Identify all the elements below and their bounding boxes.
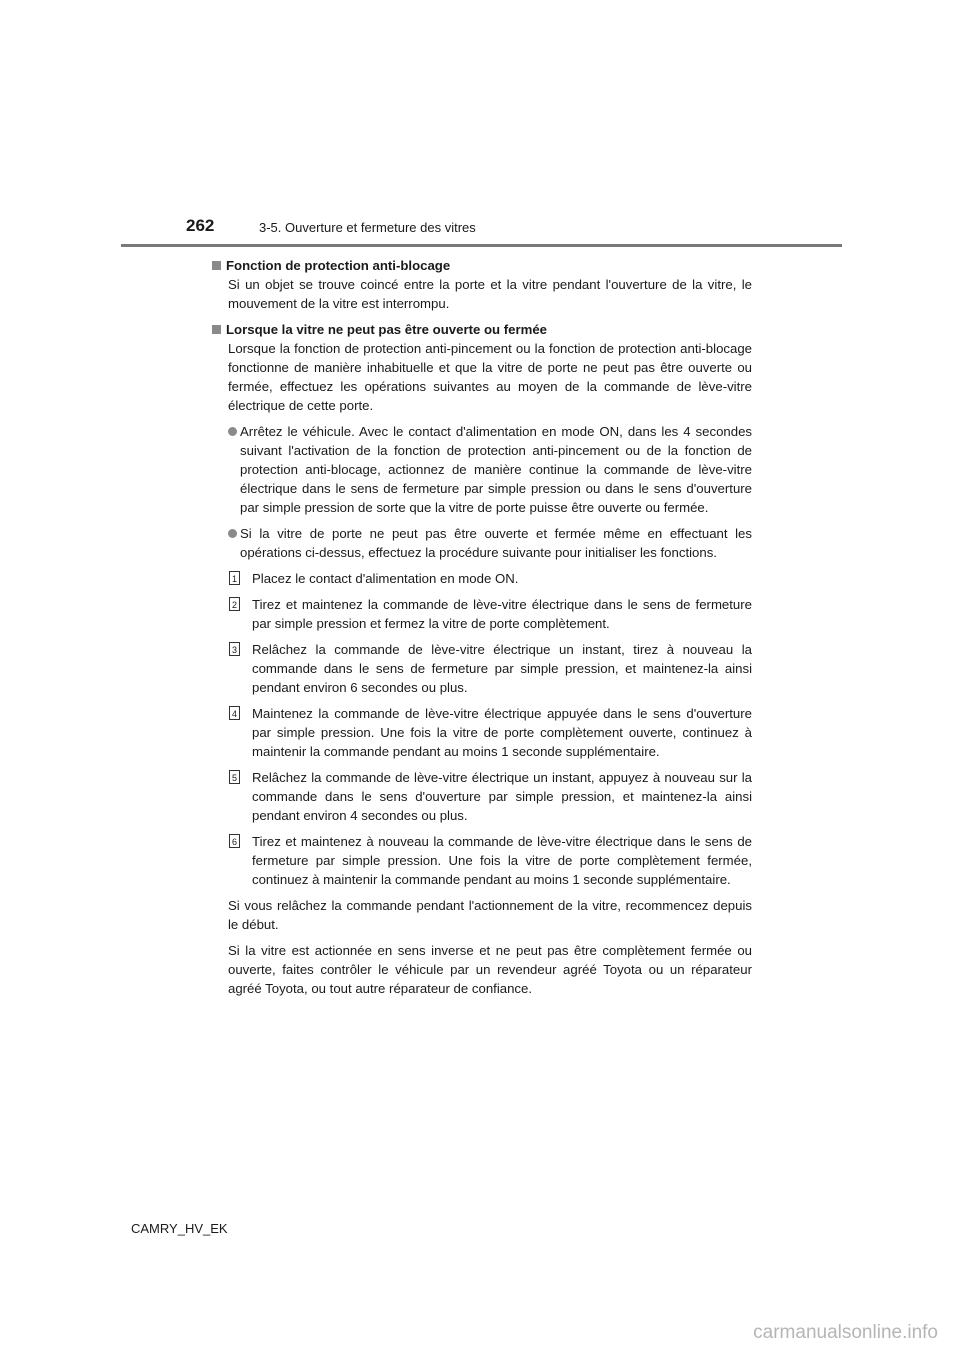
square-bullet-icon: [212, 325, 221, 334]
step-number-badge: 6: [229, 834, 240, 848]
round-bullet-icon: [228, 427, 237, 436]
paragraph-vitre-bloquee: Lorsque la fonction de protection anti-pincement ou la fonction de protection anti-blocage fonctionne de manière inhabituelle et que la vitre de porte ne peut pas être ouverte ou fermée, effectuez les opérations suivantes au moyen de la commande de lève-vitre électrique de cette porte.: [228, 341, 752, 413]
step-text: Tirez et maintenez la commande de lève-vitre électrique dans le sens de fermeture par simple pression et fermez la vitre de porte complètement.: [252, 597, 752, 631]
square-bullet-icon: [212, 261, 221, 270]
page-number: 262: [186, 216, 215, 235]
step-item: [212, 704, 752, 761]
bullet-item: [212, 524, 752, 562]
note-paragraph: Si la vitre est actionnée en sens inverse et ne peut pas être complètement fermée ou ouverte, faites contrôler le véhicule par un revendeur agréé Toyota ou un réparateur agréé Toyota, ou tout autre réparateur de confiance.: [228, 943, 752, 996]
section-title: 3-5. Ouverture et fermeture des vitres: [259, 220, 476, 235]
header-rule: [121, 244, 842, 247]
heading-text: Fonction de protection anti-blocage: [226, 258, 451, 273]
heading-vitre-bloquee: [212, 320, 752, 339]
step-item: [212, 569, 752, 588]
step-text: Relâchez la commande de lève-vitre électrique un instant, tirez à nouveau la commande dans le sens de fermeture par simple pression, et maintenez-la ainsi pendant environ 6 secondes ou plus.: [252, 642, 752, 695]
step-number-badge: 4: [229, 706, 240, 720]
watermark: carmanualsonline.info: [753, 1322, 938, 1343]
step-text: Tirez et maintenez à nouveau la commande de lève-vitre électrique dans le sens de fermeture par simple pression. Une fois la vitre de porte complètement fermée, continuez à maintenir la commande pendant au moins 1 seconde supplémentaire.: [252, 834, 752, 887]
step-text: Placez le contact d'alimentation en mode ON.: [252, 571, 519, 586]
heading-text: Lorsque la vitre ne peut pas être ouverte ou fermée: [226, 322, 547, 337]
footer-model-code: CAMRY_HV_EK: [131, 1221, 228, 1236]
bullet-text: Arrêtez le véhicule. Avec le contact d'alimentation en mode ON, dans les 4 secondes suivant l'activation de la fonction de protection anti-pincement ou de la fonction de protection anti-blocage, actionnez de manière continue la commande de lève-vitre électrique dans le sens de fermeture par simple pression ou dans le sens d'ouverture par simple pression de sorte que la vitre de porte puisse être ouverte ou fermée.: [240, 424, 752, 515]
page-content: [212, 256, 752, 1005]
round-bullet-icon: [228, 529, 237, 538]
step-number-badge: 2: [229, 597, 240, 611]
page-header: [0, 214, 960, 254]
bullet-item: [212, 422, 752, 517]
step-text: Maintenez la commande de lève-vitre électrique appuyée dans le sens d'ouverture par simple pression. Une fois la vitre de porte complètement ouverte, continuez à maintenir la commande pendant au moins 1 seconde supplémentaire.: [252, 706, 752, 759]
heading-anti-blocage: [212, 256, 752, 275]
step-number-badge: 3: [229, 642, 240, 656]
step-item: [212, 832, 752, 889]
step-number-badge: 5: [229, 770, 240, 784]
note-paragraph: Si vous relâchez la commande pendant l'actionnement de la vitre, recommencez depuis le début.: [228, 898, 752, 932]
step-text: Relâchez la commande de lève-vitre électrique un instant, appuyez à nouveau sur la commande dans le sens d'ouverture par simple pression, et maintenez-la ainsi pendant environ 4 secondes ou plus.: [252, 770, 752, 823]
step-item: [212, 640, 752, 697]
bullet-text: Si la vitre de porte ne peut pas être ouverte et fermée même en effectuant les opérations ci-dessus, effectuez la procédure suivante pour initialiser les fonctions.: [240, 526, 752, 560]
paragraph-anti-blocage: Si un objet se trouve coincé entre la porte et la vitre pendant l'ouverture de la vitre, le mouvement de la vitre est interrompu.: [228, 277, 752, 311]
step-item: [212, 768, 752, 825]
step-number-badge: 1: [229, 571, 240, 585]
step-item: [212, 595, 752, 633]
